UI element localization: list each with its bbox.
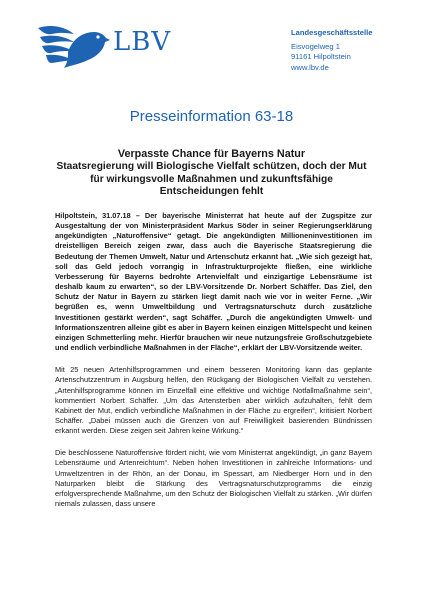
body-paragraph: Die beschlossene Naturoffensive fördert nicht, wie vom Ministerrat angekündigt, „in ganz Bayern Lebensräume und Artenreichtum“. Neben hohen Investitionen in zahlreiche Informations- und Umweltzentren in der Rhön, an der Donau, im Spessart, am Niedberger Horn und in den Naturparken bleibt die Stärkung des Vertragsnaturschutzprogramms die einzig erfolgversprechende Maßnahme, um den Schutz der Biologischen Vielfalt zu stärken. „Wir dürfen niemals zulassen, dass unsere — [55, 448, 372, 509]
article-body — [55, 211, 372, 521]
body-paragraph: Mit 25 neuen Artenhilfsprogrammen und einem besseren Monitoring kann das geplante Artenschutzzentrum in Augsburg helfen, den Rückgang der Biologischen Vielfalt zu verstehen. „Artenhilfsprogramme können im Einzelfall eine effektive und wichtige Notfallmaßnahme sein“, kommentiert Norbert Schäffer. „Um das Artensterben aber wirklich aufzuhalten, fehlt dem Kabinett der Mut, endlich verbindliche Maßnahmen in der Fläche zu ergreifen“, kritisiert Norbert Schäffer. „Dabei müssen auch die Grenzen von auf Freiwilligkeit basierenden Bündnissen erkannt werden. Diese zeigen seit Jahren keine Wirkung.“ — [55, 365, 372, 436]
lead-paragraph: Hilpoltstein, 31.07.18 – Der bayerische Ministerrat hat heute auf der Zugspitze zur Ausgestaltung der von Ministerpräsident Markus Söder in seiner Regierungserklärung angekündigten „Naturoffensive“ getagt. Die angekündigten Millioneninvestitionen im dreistelligen Bereich zeigen zwar, dass auch die Bayerische Staatsregierung die Bedeutung der Themen Umwelt, Natur und Artenschutz erkannt hat. „Wie sich gezeigt hat, soll das Geld jedoch vorrangig in Infrastrukturprojekte fließen, eine wirkliche Verbesserung für Bayerns bedrohte Artenvielfalt und einzigartige Lebensräume ist deshalb kaum zu erwarten“, so der LBV-Vorsitzende Dr. Norbert Schäffer. Das Ziel, den Schutz der Natur in Bayern zu stärken liegt damit nach wie vor in weiter Ferne. „Wir begrüßen es, wenn Umweltbildung und Vertragsnaturschutz durch zusätzliche Investitionen gestärkt werden“, sagt Schäffer. „Durch die angekündigten Umwelt- und Informationszentren alleine gibt es aber in Bayern keinen einzigen Mittelspecht und keinen einzigen Schmetterling mehr. Hierfür brauchen wir neue nutzungsfreie Großschutzgebiete und endlich verbindliche Maßnahmen in der Fläche“, erklärt der LBV-Vorsitzende weiter. — [55, 211, 372, 353]
office-street: Eisvogelweg 1 — [291, 42, 340, 52]
office-address — [291, 28, 411, 73]
press-title: Presseinformation 63-18 — [129, 108, 294, 125]
bird-logo-icon — [34, 22, 112, 74]
headline-subtitle: Staatsregierung will Biologische Vielfalt schützen, doch der Mut für wirkungsvolle Maßnahmen und zukunftsfähige Entscheidungen fehlt — [56, 161, 367, 198]
office-city: 91161 Hilpoltstein — [291, 52, 351, 62]
office-name: Landesgeschäftsstelle — [291, 28, 373, 37]
logo-text: LBV — [113, 27, 172, 57]
lbv-logo — [34, 22, 194, 72]
headline-title: Verpasste Chance für Bayerns Natur — [117, 148, 306, 160]
headline — [50, 148, 373, 199]
office-web: www.lbv.de — [291, 62, 329, 72]
